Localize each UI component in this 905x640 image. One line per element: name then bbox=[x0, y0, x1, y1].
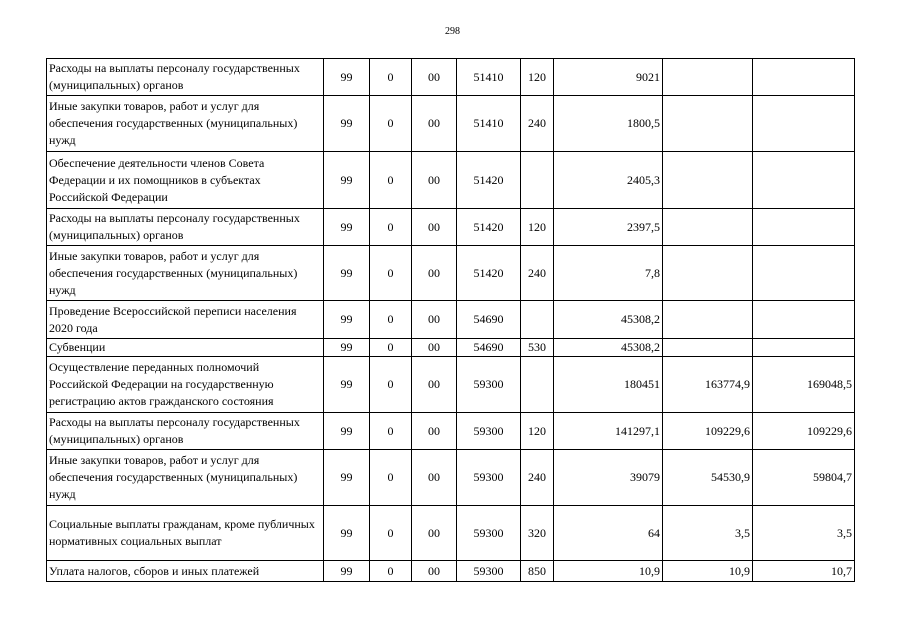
code-expense-type: 120 bbox=[521, 59, 554, 96]
row-description: Проведение Всероссийской переписи населения 2020 года bbox=[47, 301, 324, 339]
table-row bbox=[47, 209, 855, 246]
code-direction: 59300 bbox=[457, 506, 521, 561]
code-expense-type: 120 bbox=[521, 209, 554, 246]
table-row bbox=[47, 59, 855, 96]
amount-year-3: 109229,6 bbox=[753, 413, 855, 450]
page-number: 298 bbox=[445, 26, 460, 37]
code-program: 0 bbox=[370, 301, 412, 339]
code-direction: 59300 bbox=[457, 450, 521, 506]
row-description: Расходы на выплаты персоналу государственных (муниципальных) органов bbox=[47, 413, 324, 450]
code-expense-type: 120 bbox=[521, 413, 554, 450]
code-program: 0 bbox=[370, 450, 412, 506]
code-ministry: 99 bbox=[324, 246, 370, 301]
amount-year-3 bbox=[753, 96, 855, 152]
table-row bbox=[47, 152, 855, 209]
amount-year-1: 64 bbox=[554, 506, 663, 561]
code-program: 0 bbox=[370, 357, 412, 413]
code-expense-type bbox=[521, 357, 554, 413]
amount-year-3 bbox=[753, 152, 855, 209]
code-ministry: 99 bbox=[324, 96, 370, 152]
amount-year-3: 10,7 bbox=[753, 561, 855, 582]
amount-year-3 bbox=[753, 59, 855, 96]
row-description: Иные закупки товаров, работ и услуг для обеспечения государственных (муниципальных) нужд bbox=[47, 450, 324, 506]
amount-year-1: 9021 bbox=[554, 59, 663, 96]
code-program: 0 bbox=[370, 246, 412, 301]
code-expense-type: 240 bbox=[521, 96, 554, 152]
code-expense-type: 320 bbox=[521, 506, 554, 561]
code-program: 0 bbox=[370, 152, 412, 209]
code-ministry: 99 bbox=[324, 450, 370, 506]
code-program: 0 bbox=[370, 59, 412, 96]
code-direction: 59300 bbox=[457, 561, 521, 582]
code-direction: 59300 bbox=[457, 413, 521, 450]
table-row bbox=[47, 357, 855, 413]
code-direction: 51420 bbox=[457, 246, 521, 301]
code-expense-type bbox=[521, 152, 554, 209]
amount-year-2 bbox=[663, 246, 753, 301]
code-program: 0 bbox=[370, 506, 412, 561]
code-subprogram: 00 bbox=[412, 506, 457, 561]
row-description: Субвенции bbox=[47, 339, 324, 357]
code-ministry: 99 bbox=[324, 209, 370, 246]
amount-year-3 bbox=[753, 339, 855, 357]
code-expense-type bbox=[521, 301, 554, 339]
row-description: Иные закупки товаров, работ и услуг для обеспечения государственных (муниципальных) нужд bbox=[47, 246, 324, 301]
row-description: Расходы на выплаты персоналу государственных (муниципальных) органов bbox=[47, 59, 324, 96]
amount-year-2: 3,5 bbox=[663, 506, 753, 561]
amount-year-3: 169048,5 bbox=[753, 357, 855, 413]
amount-year-1: 141297,1 bbox=[554, 413, 663, 450]
table-row bbox=[47, 506, 855, 561]
code-direction: 59300 bbox=[457, 357, 521, 413]
code-expense-type: 240 bbox=[521, 450, 554, 506]
code-subprogram: 00 bbox=[412, 152, 457, 209]
code-program: 0 bbox=[370, 209, 412, 246]
amount-year-2 bbox=[663, 96, 753, 152]
amount-year-3 bbox=[753, 246, 855, 301]
row-description: Иные закупки товаров, работ и услуг для обеспечения государственных (муниципальных) нужд bbox=[47, 96, 324, 152]
code-direction: 54690 bbox=[457, 339, 521, 357]
code-subprogram: 00 bbox=[412, 246, 457, 301]
amount-year-3 bbox=[753, 209, 855, 246]
code-expense-type: 850 bbox=[521, 561, 554, 582]
code-direction: 51410 bbox=[457, 59, 521, 96]
table-row bbox=[47, 246, 855, 301]
amount-year-1: 39079 bbox=[554, 450, 663, 506]
amount-year-3: 59804,7 bbox=[753, 450, 855, 506]
code-subprogram: 00 bbox=[412, 209, 457, 246]
amount-year-3: 3,5 bbox=[753, 506, 855, 561]
table-row bbox=[47, 413, 855, 450]
code-expense-type: 530 bbox=[521, 339, 554, 357]
amount-year-2 bbox=[663, 59, 753, 96]
amount-year-2: 54530,9 bbox=[663, 450, 753, 506]
table-row bbox=[47, 96, 855, 152]
code-direction: 51420 bbox=[457, 209, 521, 246]
code-ministry: 99 bbox=[324, 339, 370, 357]
table-row bbox=[47, 561, 855, 582]
amount-year-2: 163774,9 bbox=[663, 357, 753, 413]
row-description: Обеспечение деятельности членов Совета Федерации и их помощников в субъектах Российской Федерации bbox=[47, 152, 324, 209]
table-row bbox=[47, 450, 855, 506]
row-description: Социальные выплаты гражданам, кроме публичных нормативных социальных выплат bbox=[47, 506, 324, 561]
budget-table bbox=[46, 58, 855, 582]
code-ministry: 99 bbox=[324, 413, 370, 450]
row-description: Осуществление переданных полномочий Российской Федерации на государственную регистрацию актов гражданского состояния bbox=[47, 357, 324, 413]
code-subprogram: 00 bbox=[412, 413, 457, 450]
row-description: Расходы на выплаты персоналу государственных (муниципальных) органов bbox=[47, 209, 324, 246]
code-subprogram: 00 bbox=[412, 450, 457, 506]
code-subprogram: 00 bbox=[412, 339, 457, 357]
amount-year-1: 45308,2 bbox=[554, 301, 663, 339]
code-ministry: 99 bbox=[324, 357, 370, 413]
code-ministry: 99 bbox=[324, 301, 370, 339]
amount-year-2 bbox=[663, 339, 753, 357]
amount-year-1: 45308,2 bbox=[554, 339, 663, 357]
amount-year-2: 109229,6 bbox=[663, 413, 753, 450]
code-ministry: 99 bbox=[324, 506, 370, 561]
amount-year-2 bbox=[663, 301, 753, 339]
amount-year-2 bbox=[663, 209, 753, 246]
amount-year-1: 2397,5 bbox=[554, 209, 663, 246]
code-program: 0 bbox=[370, 413, 412, 450]
amount-year-2: 10,9 bbox=[663, 561, 753, 582]
amount-year-1: 1800,5 bbox=[554, 96, 663, 152]
amount-year-2 bbox=[663, 152, 753, 209]
amount-year-3 bbox=[753, 301, 855, 339]
code-expense-type: 240 bbox=[521, 246, 554, 301]
row-description: Уплата налогов, сборов и иных платежей bbox=[47, 561, 324, 582]
code-program: 0 bbox=[370, 339, 412, 357]
code-ministry: 99 bbox=[324, 59, 370, 96]
code-direction: 54690 bbox=[457, 301, 521, 339]
table-row bbox=[47, 339, 855, 357]
code-subprogram: 00 bbox=[412, 96, 457, 152]
code-direction: 51410 bbox=[457, 96, 521, 152]
amount-year-1: 7,8 bbox=[554, 246, 663, 301]
code-subprogram: 00 bbox=[412, 561, 457, 582]
table-row bbox=[47, 301, 855, 339]
amount-year-1: 180451 bbox=[554, 357, 663, 413]
code-ministry: 99 bbox=[324, 152, 370, 209]
amount-year-1: 10,9 bbox=[554, 561, 663, 582]
code-subprogram: 00 bbox=[412, 59, 457, 96]
code-subprogram: 00 bbox=[412, 301, 457, 339]
code-direction: 51420 bbox=[457, 152, 521, 209]
code-subprogram: 00 bbox=[412, 357, 457, 413]
code-program: 0 bbox=[370, 96, 412, 152]
code-program: 0 bbox=[370, 561, 412, 582]
amount-year-1: 2405,3 bbox=[554, 152, 663, 209]
code-ministry: 99 bbox=[324, 561, 370, 582]
